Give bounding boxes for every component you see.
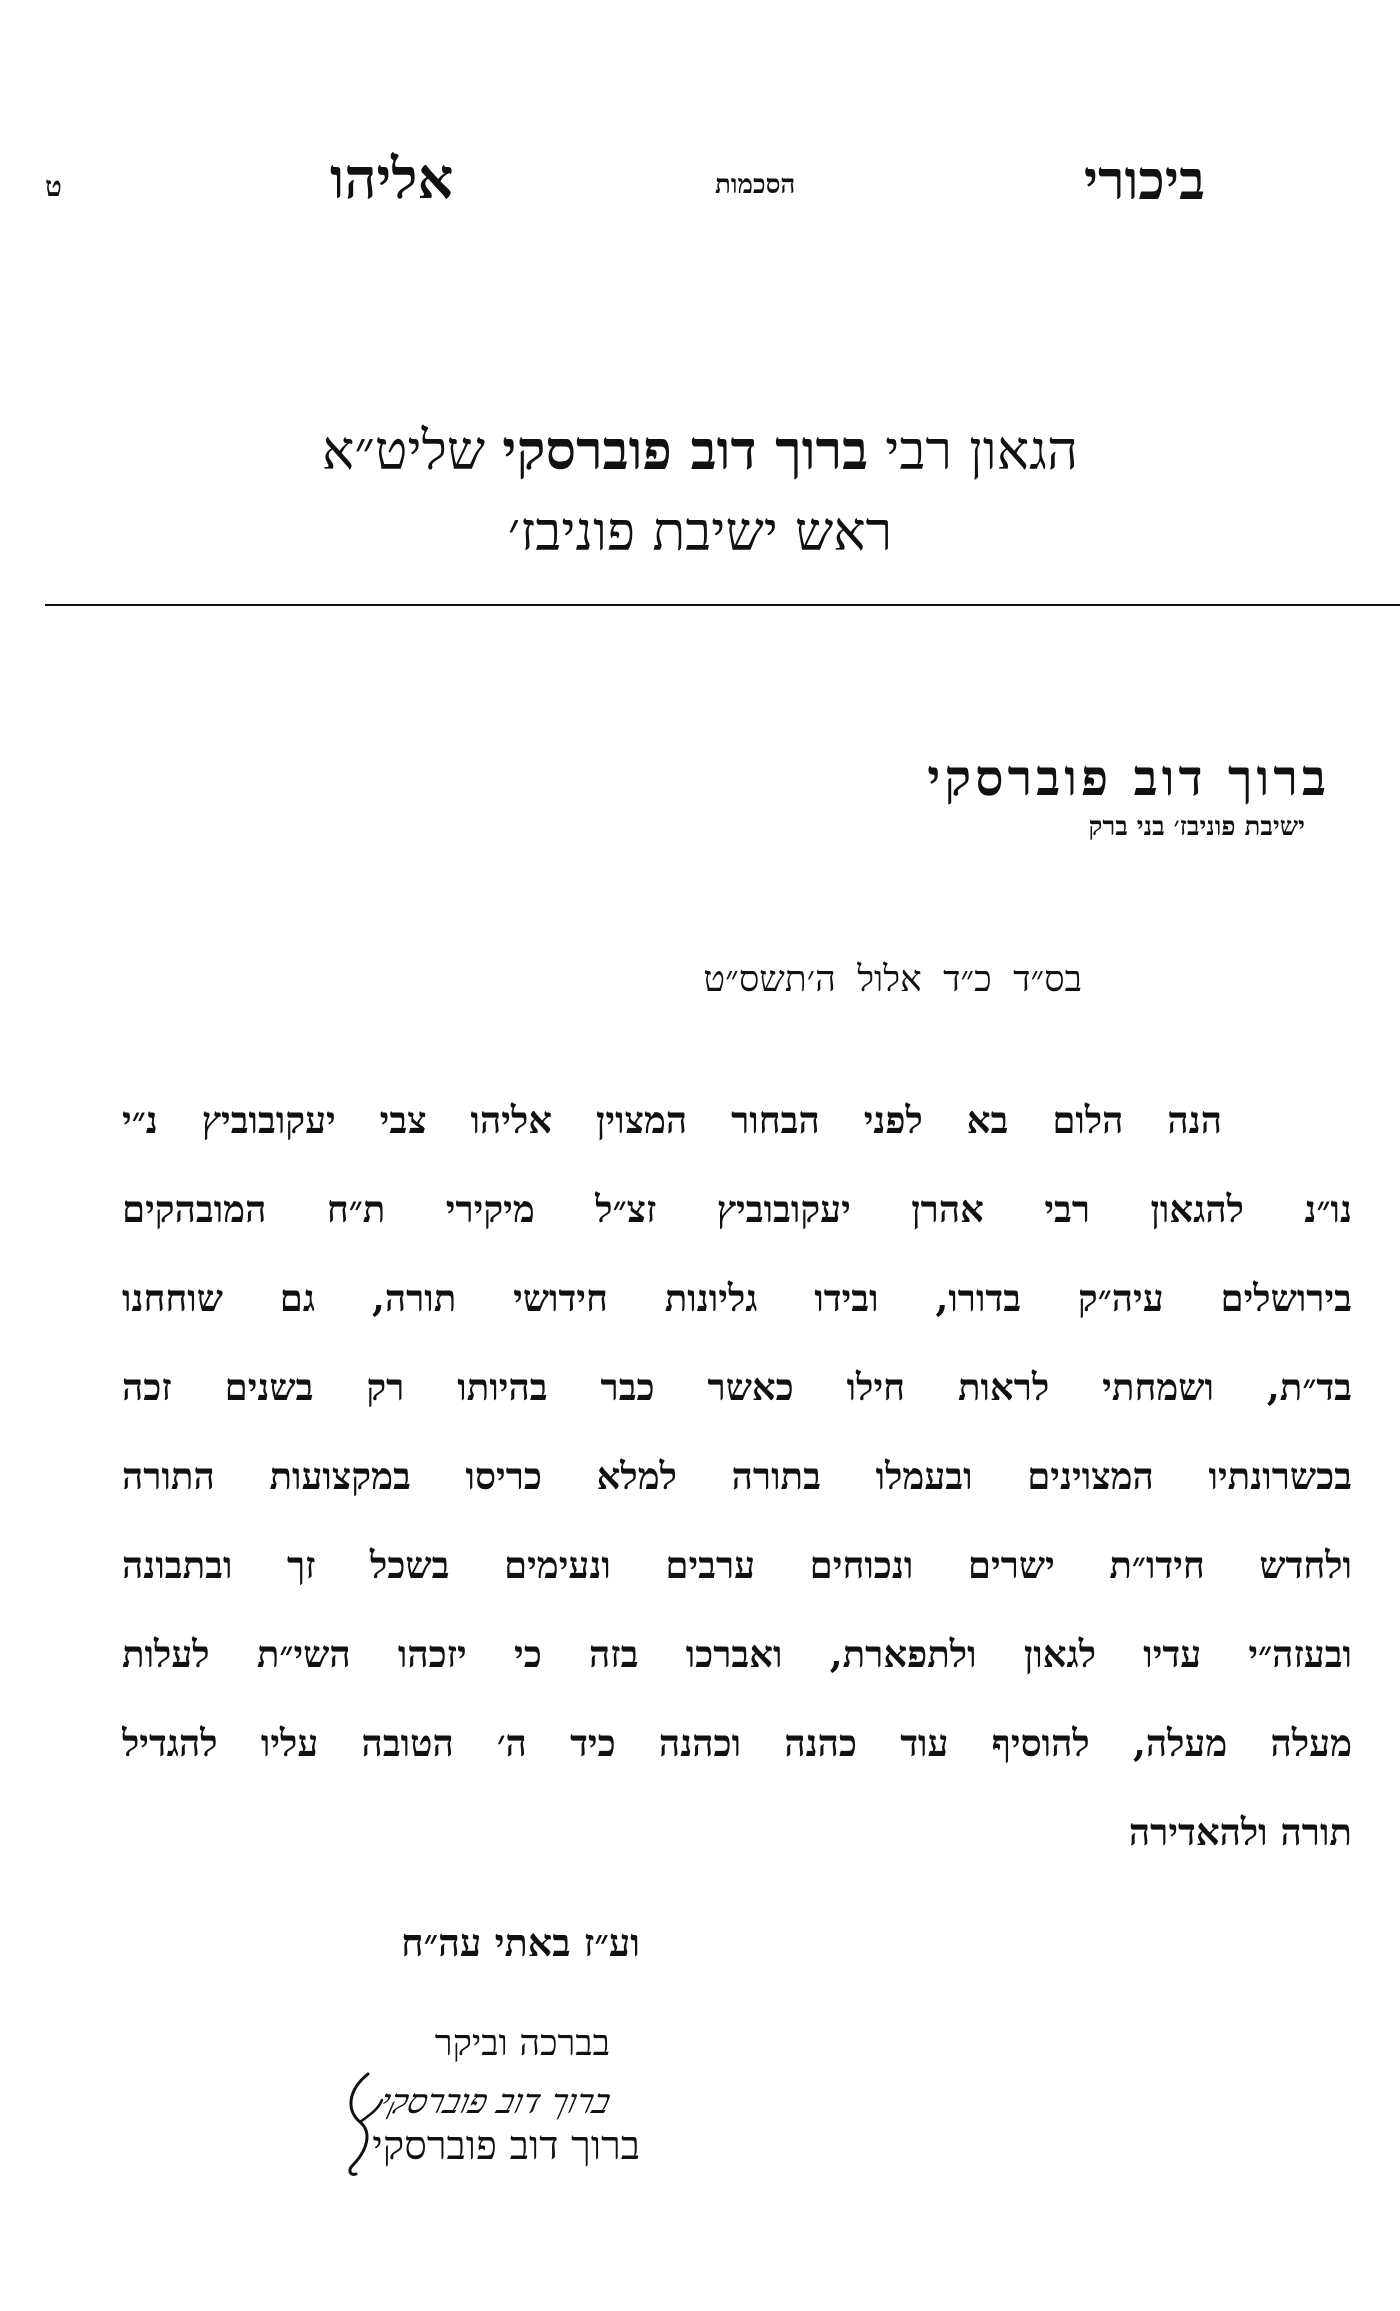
body-line: נו״נ להגאון רבי אהרן יעקובוביץ זצ״ל מיקירי ת״ח המובהקים: [122, 1187, 1352, 1231]
header-center-word: הסכמות: [715, 170, 796, 200]
page-number: ט: [45, 170, 62, 203]
body-line: בירושלים עיה״ק בדורו, ובידו גליונות חידושי תורה, גם שוחחנו: [122, 1276, 1352, 1320]
letter-date: בס״ד כ״ד אלול ה׳תשס״ט: [703, 959, 1082, 1000]
body-line: בכשרונתיו המצוינים ובעמלו בתורה למלא כריסו במקצועות התורה: [122, 1454, 1352, 1498]
title-rabbi-name: ברוך דוב פוברסקי: [502, 418, 869, 482]
signature-flourish-icon: [338, 2070, 388, 2180]
body-line: בד״ת, ושמחתי לראות חילו כאשר כבר בהיותו רק בשנים זכה: [122, 1365, 1352, 1409]
signature-printed-name: ברוך דוב פוברסקי: [372, 2123, 640, 2169]
closing-blessing: בברכה וביקר: [434, 2023, 610, 2064]
body-line: מעלה מעלה, להוסיף עוד כהנה וכהנה כיד ה׳ הטובה עליו להגדיל: [122, 1721, 1352, 1765]
approbation-title-line2: ראש ישיבת פוניבז׳: [507, 500, 893, 563]
closing-line: וע״ז באתי עה״ח: [401, 1920, 640, 1965]
body-line: תורה ולהאדירה: [1128, 1810, 1352, 1854]
approbation-title-line1: [0, 418, 1400, 482]
title-prefix: הגאון רבי: [868, 419, 1079, 482]
letterhead-subtitle: ישיבת פוניבז׳ בני ברק: [1088, 812, 1305, 842]
body-line: ולחדש חידו״ת ישרים ונכוחים ערבים ונעימים בשכל זך ובתבונה: [122, 1543, 1352, 1587]
title-suffix: שליט״א: [321, 419, 503, 482]
handwritten-signature: ברוך דוב פוברסקי: [376, 2082, 615, 2122]
header-left-word: אליהו: [330, 146, 454, 212]
body-line: הנה הלום בא לפני הבחור המצוין אליהו צבי יעקובוביץ נ״י: [122, 1098, 1222, 1142]
body-line: ובעזה״י עדיו לגאון ולתפארת, ואברכו בזה כי יזכהו השי״ת לעלות: [122, 1632, 1352, 1676]
divider-rule: [45, 604, 1400, 606]
letter-body: [122, 1076, 1352, 1877]
letterhead-name: ברוך דוב פוברסקי: [927, 748, 1330, 807]
header-right-word: ביכורי: [1083, 148, 1205, 212]
